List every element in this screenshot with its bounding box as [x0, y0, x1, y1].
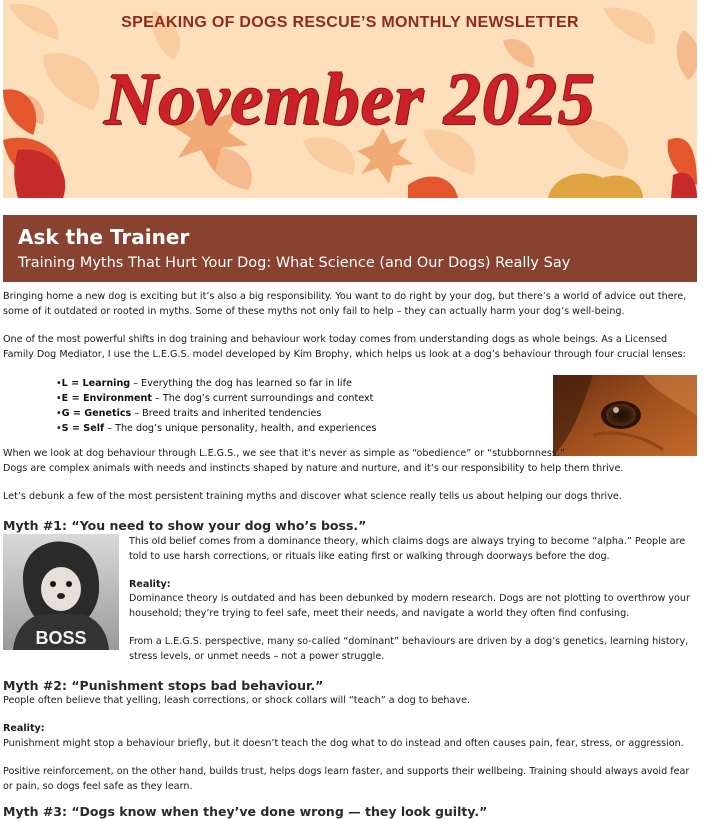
after-legs-paragraph: Let’s debunk a few of the most persistent training myths and discover what science really tells us about helping our dogs thrive.	[3, 491, 622, 502]
newsletter-title: November 2025	[104, 59, 596, 141]
legs-desc: – Breed traits and inherited tendencies	[131, 408, 322, 419]
legs-desc: – Everything the dog has learned so far in life	[130, 378, 352, 389]
myth-1-paragraph-1: This old belief comes from a dominance theory, which claims dogs are always trying to become “alpha.” People are told to use harsh corrections, or rituals like eating first or walking through doorways before the dog.	[129, 536, 686, 562]
myth-2-paragraph-3: Positive reinforcement, on the other hand, builds trust, helps dogs learn faster, and supports their wellbeing. Training should always avoid fear or pain, so dogs feel safe as they learn.	[3, 766, 690, 792]
boss-text: BOSS	[35, 628, 87, 648]
after-legs-line-1: When we look at dog behaviour through L.E.G.S., we see that it’s never as simple as “obedience” or “stubbornness.”	[3, 448, 565, 459]
section-title: Ask the Trainer	[18, 225, 190, 249]
list-item	[56, 406, 376, 421]
myth-2-reality-label: Reality:	[3, 723, 45, 734]
list-item	[56, 391, 376, 406]
legs-desc: – The dog’s current surroundings and context	[151, 393, 374, 404]
list-item	[56, 421, 376, 436]
after-legs-line-2: Dogs are complex animals with needs and instincts shaped by nature and nurture, and it’s our responsibility to help them thrive.	[3, 463, 624, 474]
dog-eye-photo	[553, 375, 697, 456]
myth-2-paragraph-1: People often believe that yelling, leash corrections, or shock collars will “teach” a dog to behave.	[3, 695, 471, 706]
myth-3-heading: Myth #3: “Dogs know when they’ve done wrong — they look guilty.”	[3, 804, 488, 819]
myth-2-paragraph-2: Punishment might stop a behaviour briefly, but it doesn’t teach the dog what to do instead and often causes pain, fear, stress, or aggression.	[3, 738, 684, 749]
legs-term: L = Learning	[61, 378, 131, 389]
list-item	[56, 376, 376, 391]
myth-1-paragraph-3: From a L.E.G.S. perspective, many so-called “dominant” behaviours are driven by a dog’s genetics, learning history, stress levels, or unmet needs – not a power struggle.	[129, 636, 689, 662]
myth-1-reality-label: Reality:	[129, 579, 171, 590]
legs-list	[56, 376, 376, 436]
newsletter-banner	[3, 0, 697, 198]
legs-desc: – The dog’s unique personality, health, and experiences	[104, 423, 377, 434]
newsletter-kicker: SPEAKING OF DOGS RESCUE’S MONTHLY NEWSLETTER	[121, 14, 579, 31]
intro-paragraph-2: One of the most powerful shifts in dog training and behaviour work today comes from understanding dogs as whole beings. As a Licensed Family Dog Mediator, I use the L.E.G.S. model developed by Kim Brophy, which helps us look at a dog’s behaviour through four crucial lenses:	[3, 334, 686, 360]
legs-term: E = Environment	[61, 393, 152, 404]
intro-paragraph-1: Bringing home a new dog is exciting but it’s also a big responsibility. You want to do right by your dog, but there’s a world of advice out there, some of it outdated or rooted in myths. Some of these myths not only fail to help – they can actually harm your dog’s well-being.	[3, 291, 687, 317]
myth-2-heading: Myth #2: “Punishment stops bad behaviour.”	[3, 678, 324, 693]
myth-1-heading: Myth #1: “You need to show your dog who’s boss.”	[3, 518, 367, 533]
section-subtitle: Training Myths That Hurt Your Dog: What Science (and Our Dogs) Really Say	[18, 255, 571, 271]
legs-term: S = Self	[61, 423, 105, 434]
legs-term: G = Genetics	[61, 408, 132, 419]
boss-dog-photo	[3, 534, 119, 650]
myth-1-paragraph-2: Dominance theory is outdated and has been debunked by modern research. Dogs are not plotting to overthrow your household; they’re trying to feel safe, meet their needs, and navigate a world they often find confusing.	[129, 593, 690, 619]
section-header	[3, 215, 697, 282]
